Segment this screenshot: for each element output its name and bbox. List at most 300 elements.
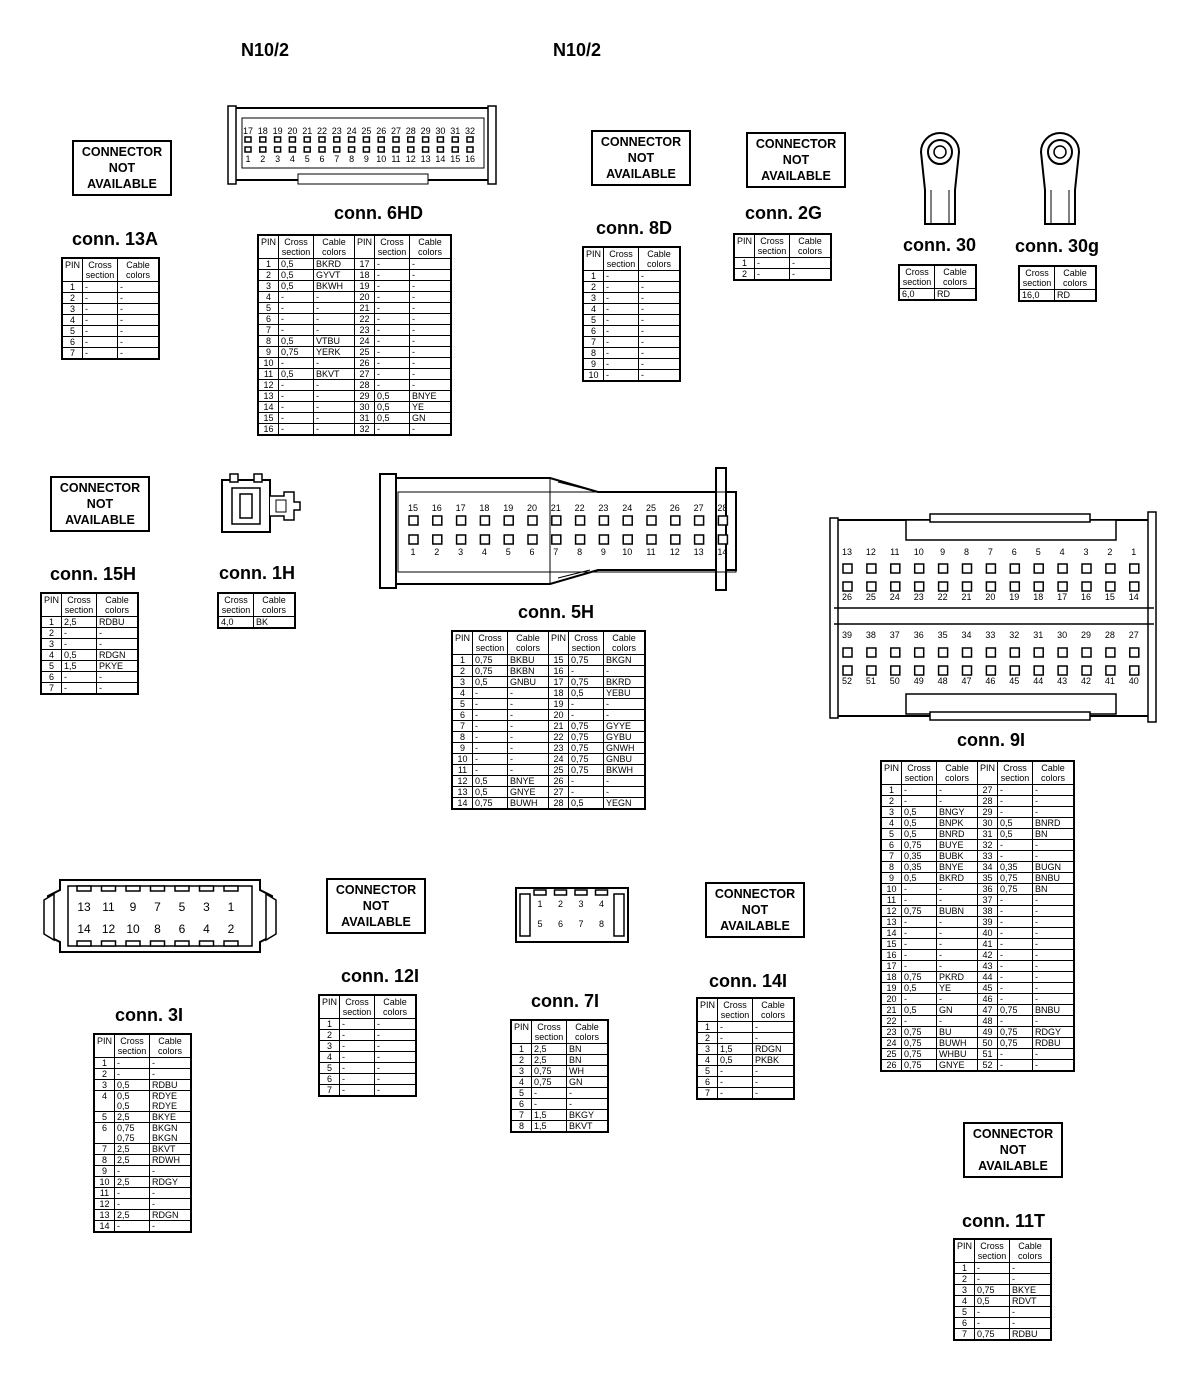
table-cell: 25 [549,765,569,776]
pin-cavity [378,137,384,142]
table-row [94,1177,191,1188]
table-cell: 0,5 [902,1005,937,1016]
table-cell: - [790,269,832,281]
table-cell: 0,75 [902,1049,937,1060]
table-row [1019,290,1096,302]
pin-cavity [718,535,727,544]
table-cell: 41 [978,939,998,950]
table-row [258,380,451,391]
table-cell: 5 [41,661,62,672]
table-cell: - [115,1199,150,1210]
table-cell: - [410,424,452,436]
pin-number-label: 1 [1131,547,1137,557]
table-cell: 10 [258,358,279,369]
pin-number-label: 2 [557,899,564,909]
table-cell: - [279,292,314,303]
pin-cavity [452,137,458,142]
table-row [881,1005,1074,1016]
table-cell: 32 [978,840,998,851]
table-cell: - [375,1041,417,1052]
table-cell: - [118,293,160,304]
table-cell: 7 [319,1085,340,1097]
pin-number-label: 10 [622,547,633,557]
table-row [881,1027,1074,1038]
table-cell: 11 [258,369,279,380]
table-cell: - [314,380,355,391]
pin-cavity [915,564,924,573]
table-row [452,754,645,765]
table-cell: 0,75 [569,677,604,688]
pin-cavity [1082,648,1091,657]
table-cell: 27 [549,787,569,798]
table-cell: 3 [41,639,62,650]
pin-number-label: 6 [1011,547,1017,557]
pin-cavity [289,137,295,142]
table-cell: BN [1033,829,1075,840]
table-row [258,358,451,369]
table-row [881,950,1074,961]
table-cell: - [375,259,410,270]
table-cell: 18 [355,270,375,281]
table-cell: GNYE [508,787,549,798]
pin-number-label: 12 [101,922,116,936]
pin-cavity [378,147,384,152]
table-cell: - [1033,796,1075,807]
table-cell: 21 [881,1005,902,1016]
pin-number-label: 25 [645,503,657,513]
column-header: Cable colors [410,235,452,259]
pin-number-label: 11 [646,547,656,557]
table-cell: - [410,292,452,303]
table-cell: 7 [41,683,62,695]
table-cell: 6 [697,1077,718,1088]
table-row [452,655,645,666]
pin-number-label: 6 [529,547,535,557]
pin-number-label: 2 [260,154,266,164]
table-cell: 2,5 [115,1144,150,1155]
table-cell: 25 [881,1049,902,1060]
table-cell: - [473,732,508,743]
table-cell: - [1033,807,1075,818]
connector-drawing-30 [917,130,963,228]
table-cell: 29 [355,391,375,402]
column-header: PIN [881,761,902,785]
table-cell: 0,75 [998,873,1033,884]
table-cell: - [83,337,118,348]
table-row [94,1080,191,1091]
pin-number-label: 38 [865,630,876,640]
table-cell: - [639,348,681,359]
table-cell: - [314,413,355,424]
pin-number-label: 14 [717,547,728,557]
table-row [734,258,831,269]
table-cell: 0,35 [998,862,1033,873]
table-cell: 6 [258,314,279,325]
table-cell: BKGN [604,655,646,666]
pin-cavity [963,666,972,675]
pin-number-label: 4 [203,922,210,936]
table-cell: 52 [978,1060,998,1072]
title-7I: conn. 7I [531,991,600,1011]
pin-cavity [334,137,340,142]
pin-number-label: 34 [961,630,972,640]
table-cell: 0,75 [902,1060,937,1072]
table-cell: - [97,639,139,650]
table-cell: - [150,1188,192,1199]
header-right: N10/2 [553,40,602,60]
table-cell: 0,75 [569,655,604,666]
table-row [452,743,645,754]
table-cell: - [604,359,639,370]
pin-cavity [363,137,369,142]
table-cell: 1 [697,1022,718,1033]
table-cell: 7 [258,325,279,336]
table-cell: 6 [511,1099,532,1110]
table-row [734,269,831,281]
table-cell: 0,75 [998,1027,1033,1038]
table-cell: - [314,314,355,325]
pin-cavity [1106,582,1115,591]
table-cell: - [902,961,937,972]
pin-table-5H [451,630,646,810]
table-cell: - [314,358,355,369]
table-cell: 7 [881,851,902,862]
table-cell: - [753,1077,795,1088]
table-row [94,1210,191,1221]
table-cell: YE [937,983,978,994]
table-cell: BNYE [937,862,978,873]
pin-cavity [224,886,238,891]
table-cell: - [639,271,681,282]
table-cell: - [569,699,604,710]
pin-number-label: 13 [77,900,91,914]
table-cell: 12 [881,906,902,917]
table-cell: - [62,672,97,683]
pin-number-label: 19 [503,503,514,513]
table-cell: - [998,785,1033,796]
pin-number-label: 5 [304,154,310,164]
table-cell: - [718,1022,753,1033]
table-row [218,617,295,629]
table-cell: - [639,326,681,337]
table-cell: - [975,1274,1010,1285]
table-cell: 27 [978,785,998,796]
table-cell: 4 [583,304,604,315]
table-cell: 20 [881,994,902,1005]
column-header: PIN [319,995,340,1019]
table-cell: BNGY [937,807,978,818]
pin-number-label: 29 [420,126,431,136]
table-cell: 4 [511,1077,532,1088]
pin-number-label: 50 [889,676,900,686]
table-cell: - [410,347,452,358]
table-cell: - [937,895,978,906]
pin-table-13A [61,257,160,360]
pin-number-label: 14 [435,154,446,164]
table-cell: 45 [978,983,998,994]
pin-cavity [363,147,369,152]
table-cell: 47 [978,1005,998,1016]
table-cell: - [473,754,508,765]
pin-cavity [260,137,266,142]
table-cell: - [375,292,410,303]
table-cell: - [1033,917,1075,928]
table-cell: - [314,402,355,413]
column-header: Cable colors [639,247,681,271]
table-cell: - [115,1166,150,1177]
pin-table-9I [880,760,1075,1072]
pin-cavity [843,666,852,675]
column-header: Cable colors [604,631,646,655]
table-cell: 39 [978,917,998,928]
pin-number-label: 40 [1128,676,1139,686]
table-row [452,688,645,699]
connector-drawing-9I [830,512,1160,722]
table-cell: BKWH [314,281,355,292]
table-cell: GYBU [604,732,646,743]
pin-number-label: 11 [102,900,115,914]
column-header: Cable colors [1033,761,1075,785]
pin-table-12I [318,994,417,1097]
table-cell: - [604,326,639,337]
pin-number-label: 16 [431,503,442,513]
table-cell: - [314,424,355,436]
table-cell: 4 [41,650,62,661]
table-cell: 2 [881,796,902,807]
table-cell: GN [937,1005,978,1016]
pin-cavity [843,564,852,573]
table-cell: 6 [62,337,83,348]
table-row [319,1030,416,1041]
table-cell: - [279,424,314,436]
table-cell: - [279,358,314,369]
pin-number-label: 26 [841,592,853,602]
table-cell: 5 [319,1063,340,1074]
pin-cavity [275,137,281,142]
table-cell: - [150,1069,192,1080]
table-cell: 12 [258,380,279,391]
table-cell: - [118,348,160,360]
table-cell: - [473,721,508,732]
pin-cavity [409,535,418,544]
table-cell: - [83,315,118,326]
pin-cavity [151,886,165,891]
table-row [511,1055,608,1066]
pin-number-label: 31 [450,126,461,136]
table-cell: 0,5 [279,281,314,292]
table-cell: 13 [94,1210,115,1221]
table-cell: 35 [978,873,998,884]
table-cell: - [998,994,1033,1005]
title-9I: conn. 9I [957,730,1026,750]
pin-number-label: 46 [985,676,996,686]
pin-cavity [423,137,429,142]
table-cell: 0,5 0,5 [115,1091,150,1112]
table-cell: - [97,683,139,695]
table-row [452,732,645,743]
table-cell: BUWH [937,1038,978,1049]
column-header: Cable colors [790,234,832,258]
table-cell: - [410,336,452,347]
table-cell: 0,75 [975,1329,1010,1341]
column-header: Cross section [899,265,935,289]
table-cell: 4 [62,315,83,326]
column-header: Cross section [532,1020,567,1044]
pin-number-label: 1 [245,154,251,164]
table-cell: 1 [511,1044,532,1055]
table-cell: 3 [881,807,902,818]
table-cell: BKYE [1010,1285,1052,1296]
pin-cavity [102,941,116,946]
table-cell: - [998,895,1033,906]
not-available-box-2G: CONNECTOR NOT AVAILABLE [746,132,846,188]
table-cell: 28 [355,380,375,391]
table-cell: 0,75 [569,765,604,776]
table-cell: 2 [94,1069,115,1080]
table-cell: - [83,293,118,304]
table-cell: BU [937,1027,978,1038]
not-available-box-15H: CONNECTOR NOT AVAILABLE [50,476,150,532]
pin-number-label: 12 [405,154,416,164]
table-cell: RDGN [150,1210,192,1221]
table-cell: 13 [452,787,473,798]
table-cell: - [83,282,118,293]
column-header: PIN [511,1020,532,1044]
table-cell: RDBU [1010,1329,1052,1341]
table-cell: - [998,1049,1033,1060]
table-row [258,281,451,292]
table-cell: 28 [978,796,998,807]
pin-cavity [1010,582,1019,591]
table-cell: 2 [258,270,279,281]
table-cell: - [118,337,160,348]
not-available-box-13A: CONNECTOR NOT AVAILABLE [72,140,172,196]
table-cell: - [473,743,508,754]
table-cell: 8 [452,732,473,743]
table-cell: 1 [583,271,604,282]
pin-number-label: 26 [376,126,387,136]
table-row [94,1144,191,1155]
table-row [62,304,159,315]
table-cell: - [410,369,452,380]
table-cell: 26 [549,776,569,787]
table-cell: 37 [978,895,998,906]
table-cell: 0,75 [902,906,937,917]
table-row [697,1077,794,1088]
table-row [881,796,1074,807]
pin-cavity [939,648,948,657]
table-row [94,1123,191,1144]
table-cell: 0,5 [279,270,314,281]
table-cell: - [639,293,681,304]
table-cell: 0,75 [902,1027,937,1038]
table-row [881,895,1074,906]
table-cell: - [753,1088,795,1100]
pin-cavity [1130,648,1139,657]
table-cell: 8 [511,1121,532,1133]
table-row [881,906,1074,917]
pin-cavity [647,516,656,525]
pin-number-label: 21 [302,126,313,136]
title-6HD: conn. 6HD [334,203,424,223]
table-cell: - [902,928,937,939]
pin-cavity [963,582,972,591]
table-row [583,337,680,348]
pin-cavity [260,147,266,152]
title-13A: conn. 13A [72,229,159,249]
table-cell: 2,5 [532,1044,567,1055]
pin-cavity [1058,648,1067,657]
table-row [954,1329,1051,1341]
table-cell: GNWH [604,743,646,754]
table-row [41,683,138,695]
table-cell: BKRD [604,677,646,688]
table-row [881,851,1074,862]
table-cell: 0,75 0,75 [115,1123,150,1144]
table-cell: BUBN [937,906,978,917]
table-cell: - [753,1033,795,1044]
pin-number-label: 18 [1033,592,1044,602]
table-cell: 7 [452,721,473,732]
pin-cavity [151,941,165,946]
table-cell: BN [1033,884,1075,895]
table-cell: - [639,315,681,326]
table-cell: - [998,906,1033,917]
table-cell: - [1033,785,1075,796]
pin-number-label: 8 [154,922,161,936]
column-header: PIN [734,234,755,258]
pin-cavity [671,535,680,544]
table-cell: 7 [583,337,604,348]
pin-number-label: 43 [1057,676,1068,686]
table-cell: RDGY [1033,1027,1075,1038]
table-cell: - [375,281,410,292]
table-cell: 0,5 [279,369,314,380]
table-cell: 1,5 [718,1044,753,1055]
column-header: Cable colors [1010,1239,1052,1263]
table-cell: 26 [355,358,375,369]
table-cell: 0,75 [998,884,1033,895]
pin-number-label: 41 [1104,676,1115,686]
table-cell: 31 [978,829,998,840]
table-cell: - [410,380,452,391]
table-cell: 7 [511,1110,532,1121]
table-cell: BKVT [567,1121,609,1133]
table-row [94,1058,191,1069]
table-cell: - [279,391,314,402]
pin-number-label: 4 [1059,547,1065,557]
pin-cavity [939,666,948,675]
table-cell: 0,75 [569,721,604,732]
table-cell: VTBU [314,336,355,347]
table-cell: 51 [978,1049,998,1060]
table-cell: - [902,1016,937,1027]
pin-cavity [915,582,924,591]
table-row [452,699,645,710]
pin-number-label: 7 [154,900,161,914]
pin-cavity [1034,666,1043,675]
table-cell: 2,5 [115,1112,150,1123]
table-cell: - [340,1074,375,1085]
pin-number-label: 9 [600,547,606,557]
pin-table-30 [898,264,977,301]
pin-number-label: 2 [1107,547,1113,557]
pin-cavity [77,886,91,891]
pin-cavity [576,535,585,544]
pin-number-label: 28 [1104,630,1115,640]
table-cell: 0,5 [279,259,314,270]
table-row [258,336,451,347]
